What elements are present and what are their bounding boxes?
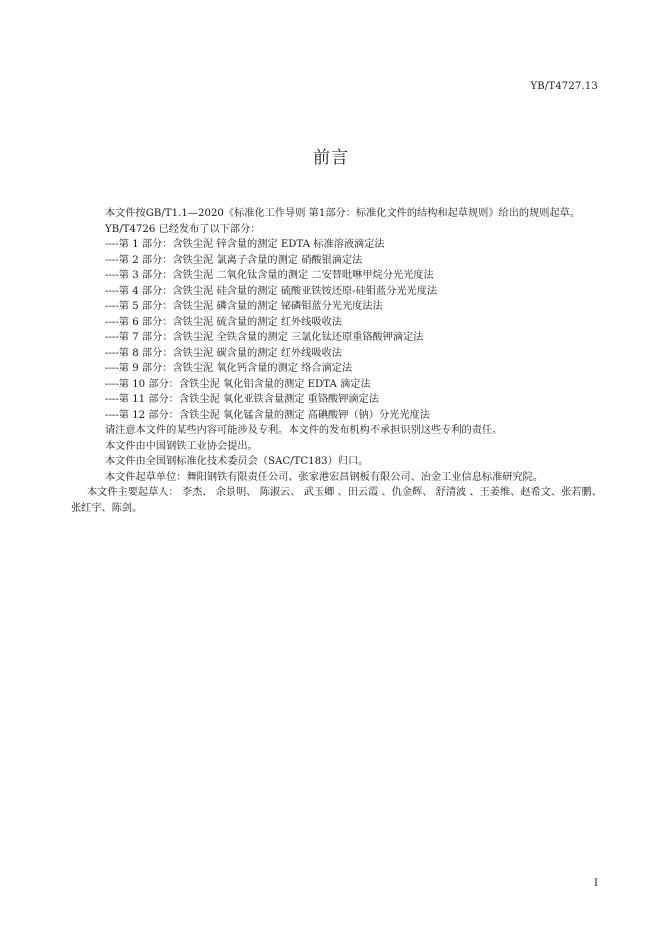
list-item: ----第 11 部分：含铁尘泥 氧化亚铁含量测定 重铬酸钾滴定法	[105, 394, 379, 405]
drafters-block	[71, 485, 611, 516]
list-item: ----第 12 部分：含铁尘泥 氧化锰含量的测定 高碘酸钾（钠）分光光度法	[105, 409, 430, 421]
list-item: ----第 2 部分：含铁尘泥 氯离子含量的测定 硝酸银滴定法	[105, 254, 363, 266]
list-item: ----第 10 部分：含铁尘泥 氧化铝含量的测定 EDTA 滴定法	[105, 378, 371, 390]
list-item: ----第 3 部分：含铁尘泥 二氧化钛含量的测定 二安替吡啉甲烷分光光度法	[105, 270, 434, 281]
drafting-units: 本文件起草单位：舞阳钢铁有限责任公司、张家港宏昌钢板有限公司、冶金工业信息标准研究院。	[105, 471, 544, 483]
list-item: ----第 4 部分：含铁尘泥 硅含量的测定 硫酸亚铁铵还原-硅钼蓝分光光度法	[105, 285, 438, 297]
list-item: ----第 9 部分：含铁尘泥 氧化钙含量的测定 络合滴定法	[105, 363, 353, 374]
list-item: ----第 8 部分：含铁尘泥 碳含量的测定 红外线吸收法	[105, 347, 342, 359]
proposed-by: 本文件由中国钢铁工业协会提出。	[105, 440, 258, 452]
list-item: ----第 5 部分：含铁尘泥 磷含量的测定 铋磷钼蓝分光光度法法	[105, 301, 383, 312]
parts-list	[89, 237, 609, 423]
series-intro: YB/T4726 已经发布了以下部分：	[105, 223, 261, 235]
list-item: ----第 6 部分：含铁尘泥 硫含量的测定 红外线吸收法	[105, 316, 342, 328]
document-code: YB/T4727.13	[530, 81, 598, 92]
list-item: ----第 1 部分：含铁尘泥 锌含量的测定 EDTA 标准溶液滴定法	[105, 239, 385, 250]
drafters: 本文件主要起草人： 李杰、 余景明、 陈淑云、 武玉卿 、田云霞 、仇金辉、 舒清波 、王姜维、赵希文、张若鹏、张红宇、陈剑。	[71, 487, 602, 514]
page-number: I	[594, 878, 598, 889]
intro-paragraph: 本文件按GB/T1.1—2020《标准化工作导则 第1部分：标准化文件的结构和起草规则》给出的规则起草。	[105, 208, 581, 219]
list-item: ----第 7 部分：含铁尘泥 全铁含量的测定 三氯化钛还原重铬酸钾滴定法	[105, 332, 424, 343]
document-body	[71, 206, 609, 516]
managed-by: 本文件由全国钢标准化技术委员会（SAC/TC183）归口。	[105, 456, 369, 467]
patent-note: 请注意本文件的某些内容可能涉及专利。本文件的发布机构不承担识别这些专利的责任。	[105, 425, 503, 436]
page-title: 前言	[313, 148, 349, 168]
